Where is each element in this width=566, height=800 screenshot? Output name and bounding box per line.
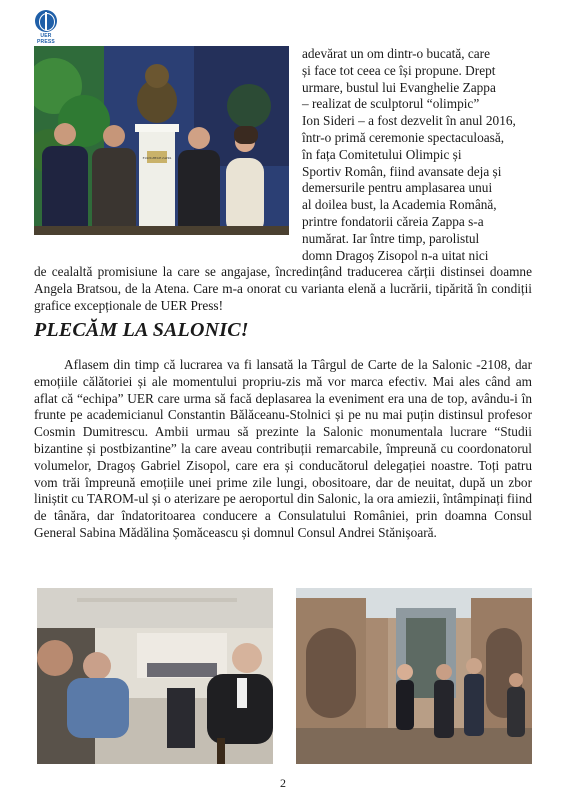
text-line: urmare, bustul lui Evanghelie Zappa bbox=[302, 79, 496, 95]
photo-city-walk bbox=[296, 588, 532, 764]
text-line: adevărat un om dintr-o bucată, care bbox=[302, 46, 491, 61]
uer-press-logo bbox=[33, 10, 59, 44]
page-number: 2 bbox=[280, 776, 286, 790]
text-line: domn Dragoș Zisopol n-a uitat nici bbox=[302, 247, 489, 263]
ceremony-illustration bbox=[34, 46, 289, 235]
airport-illustration bbox=[37, 588, 273, 764]
continuation-paragraph: de cealaltă promisiune la care se angajase, încredințând traducerea cărții distinsei doamne Angela Bratsou, de la Atena. Care m-a onorat cu varianta elenă a lucrării, tipărită în condiții grafice excepționale de UER Press! bbox=[34, 264, 532, 313]
text-line: și face tot ceea ce își propune. Drept bbox=[302, 62, 496, 78]
text-line: demersurile pentru amplasarea unui bbox=[302, 180, 493, 196]
text-line: într-o primă ceremonie spectaculoasă, bbox=[302, 129, 505, 145]
text-line: – realizat de sculptorul “olimpic” bbox=[302, 96, 480, 112]
text-line: al doilea bust, la Academia Română, bbox=[302, 197, 497, 213]
bust-plaque-text: EVANGHELIE ZAPPA bbox=[142, 156, 172, 160]
text-line: numărat. Iar între timp, parolistul bbox=[302, 230, 480, 246]
text-line: în fața Comitetului Olimpic și bbox=[302, 146, 462, 162]
text-line: Sportiv Român, fiind avansate deja și bbox=[302, 163, 502, 179]
city-walk-illustration bbox=[296, 588, 532, 764]
text-line: Ion Sideri – a fost dezvelit în anul 2016, bbox=[302, 113, 516, 129]
globe-emblem-icon bbox=[35, 10, 57, 32]
photo-airport-lounge bbox=[37, 588, 273, 764]
body-paragraph: Aflasem din timp că lucrarea va fi lansată la Târgul de Carte de la Salonic -2108, dar emoțiile călătoriei și ale momentului propriu-zis mă vor marca efectiv. Mai ales când am aflat că “echipa” UER care urma să facă deplasarea la eveniment era una de top, avându-i în frunte pe academicianul Constantin Bălăceanu-Stolnici și pe nu mai puțin distinsul profesor Cosmin Dumitrescu. Ambii urmau să prezinte la Salonic monumentala lucrare “Studii bizantine și postbizantine” la care aveau contribuții remarcabile, împreună cu coordonatorul volumelor, Dragoș Gabriel Zisopol, care era și conducătorul delegației noastre. Toți patru vom trăi împreună emoțiile unei prime zile lungi, obositoare, dar de neuitat, după un zbor liniștit cu TAROM-ul și o aterizare pe aeroportul din Salonic, la ora amiezii, întâmpinați fiind de tânăra, dar îndatoritoarea conducere a Consulatului României, prin doamna Consul General Sabina Mădălina Șomăceascu și domnul Consul Andrei Stănișoară. bbox=[34, 357, 532, 540]
text-line: printre fondatorii căreia Zappa s-a bbox=[302, 213, 484, 229]
section-heading: PLECĂM LA SALONIC! bbox=[34, 319, 249, 341]
photo-bust-ceremony bbox=[34, 46, 289, 235]
wrap-text-column bbox=[302, 46, 532, 264]
logo-label: UER PRESS bbox=[37, 33, 55, 45]
